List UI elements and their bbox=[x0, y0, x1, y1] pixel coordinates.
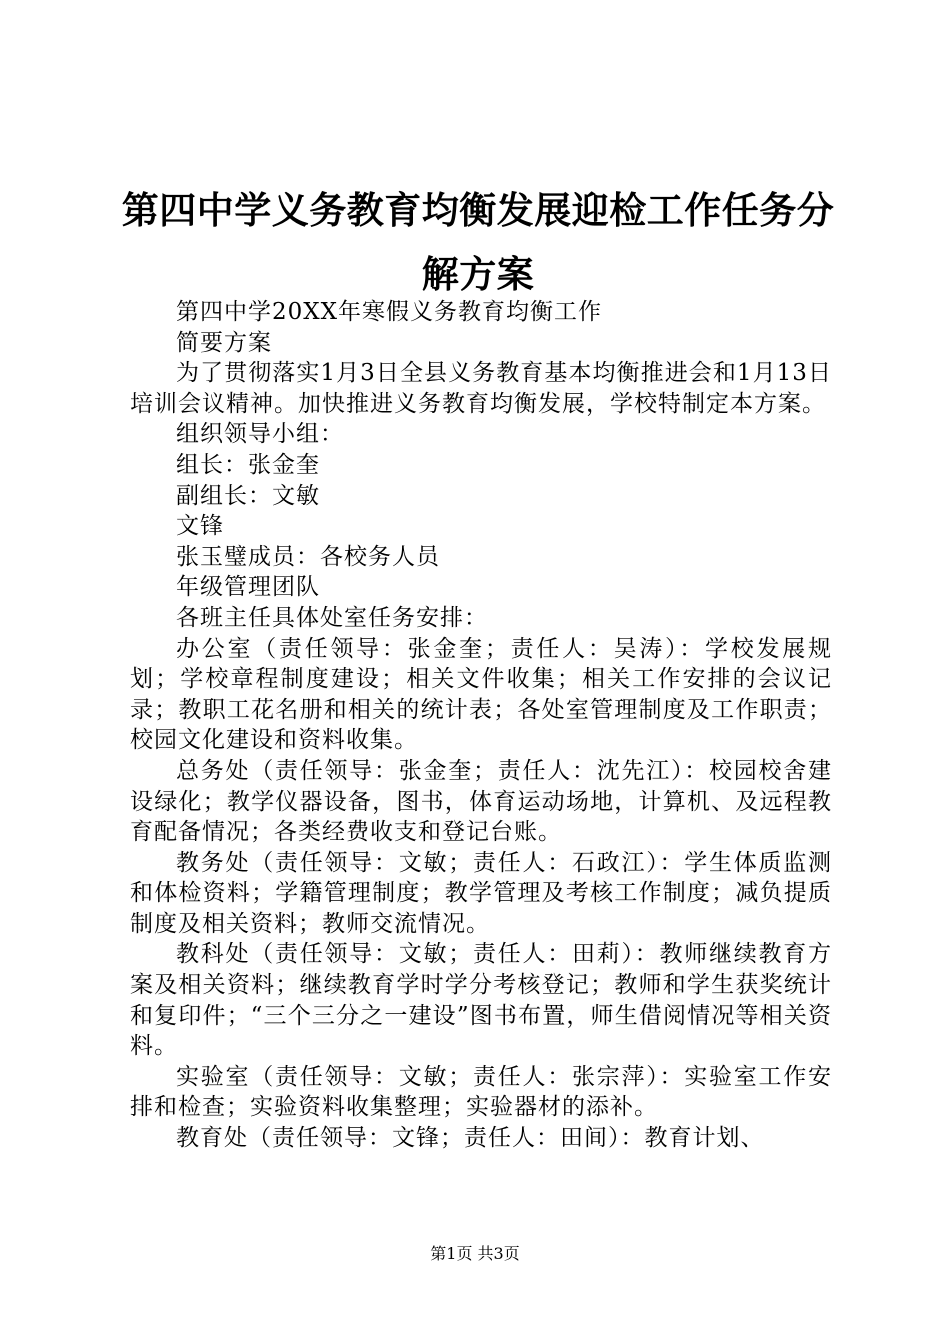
paragraph: 第四中学20XX年寒假义务教育均衡工作 bbox=[176, 299, 603, 325]
paragraph: 年级管理团队 bbox=[176, 574, 320, 601]
paragraph: 教育处（责任领导：文锋；责任人：田间）：教育计划、 bbox=[176, 1125, 765, 1152]
paragraph: 教科处（责任领导：文敏；责任人：田莉）：教师继续教育方案及相关资料；继续教育学时学分考核登记；教师和学生获奖统计和复印件；“三个三分之一建设”图书布置，师生借阅情况等相关资料。 bbox=[130, 941, 832, 1060]
document-title: 第四中学义务教育均衡发展迎检工作任务分解方案 bbox=[121, 188, 835, 296]
paragraph: 张玉璧成员：各校务人员 bbox=[176, 543, 440, 570]
paragraph: 办公室（责任领导：张金奎；责任人：吴涛）：学校发展规划；学校章程制度建设；相关文件收集；相关工作安排的会议记录；教职工花名册和相关的统计表；各处室管理制度及工作职责；校园文化建设和资料收集。 bbox=[130, 635, 832, 754]
page-footer: 第1页 共3页 bbox=[430, 1244, 520, 1263]
paragraph: 副组长：文敏 bbox=[176, 482, 320, 509]
document-body bbox=[130, 297, 832, 1154]
paragraph: 简要方案 bbox=[176, 329, 272, 356]
paragraph: 各班主任具体处室任务安排： bbox=[176, 604, 488, 631]
paragraph: 为了贯彻落实1月3日全县义务教育基本均衡推进会和1月13日培训会议精神。加快推进义务教育均衡发展，学校特制定本方案。 bbox=[130, 360, 832, 417]
paragraph: 总务处（责任领导：张金奎；责任人：沈先江）：校园校舍建设绿化；教学仪器设备，图书，体育运动场地，计算机、及远程教育配备情况；各类经费收支和登记台账。 bbox=[130, 757, 832, 846]
paragraph: 文锋 bbox=[176, 513, 224, 540]
paragraph: 实验室（责任领导：文敏；责任人：张宗萍）：实验室工作安排和检查；实验资料收集整理；实验器材的添补。 bbox=[130, 1063, 832, 1121]
paragraph: 组织领导小组： bbox=[176, 421, 344, 448]
paragraph: 教务处（责任领导：文敏；责任人：石政江）：学生体质监测和体检资料；学籍管理制度；教学管理及考核工作制度；减负提质制度及相关资料；教师交流情况。 bbox=[130, 849, 832, 937]
paragraph: 组长：张金奎 bbox=[176, 451, 320, 478]
